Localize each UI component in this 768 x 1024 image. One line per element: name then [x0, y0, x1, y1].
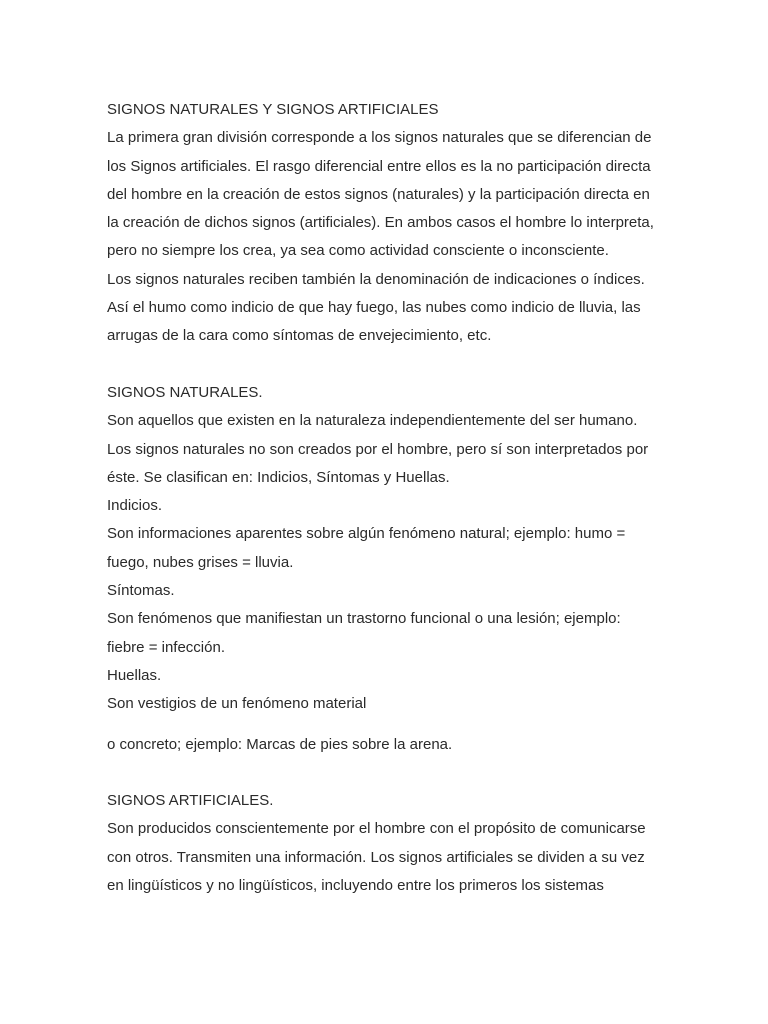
paragraph-line: Los signos naturales no son creados por el hombre, pero sí son interpretados por	[107, 440, 649, 458]
paragraph-line: Son informaciones aparentes sobre algún fenómeno natural; ejemplo: humo =	[107, 525, 626, 543]
paragraph-line: fuego, nubes grises = lluvia.	[107, 553, 294, 571]
paragraph-line: la creación de dichos signos (artificiales). En ambos casos el hombre lo interpreta,	[107, 214, 654, 232]
section-naturales-y-artificiales	[107, 96, 667, 351]
section-artificiales	[107, 787, 667, 900]
subheading-sintomas: Síntomas.	[107, 582, 175, 600]
paragraph-line: La primera gran división corresponde a los signos naturales que se diferencian de	[107, 129, 652, 147]
paragraph-line: del hombre en la creación de estos signos (naturales) y la participación directa en	[107, 185, 650, 203]
paragraph-line: Son aquellos que existen en la naturaleza independientemente del ser humano.	[107, 412, 638, 430]
section-spacer	[107, 351, 667, 379]
paragraph-line: pero no siempre los crea, ya sea como actividad consciente o inconsciente.	[107, 242, 609, 260]
paragraph-line: con otros. Transmiten una información. Los signos artificiales se dividen a su vez	[107, 848, 645, 866]
document-page	[107, 96, 667, 900]
paragraph-line: Son fenómenos que manifiestan un trastorno funcional o una lesión; ejemplo:	[107, 610, 621, 628]
section-heading: SIGNOS ARTIFICIALES.	[107, 792, 274, 810]
section-heading: SIGNOS NATURALES Y SIGNOS ARTIFICIALES	[107, 101, 439, 118]
section-heading: SIGNOS NATURALES.	[107, 383, 263, 401]
paragraph-line: Los signos naturales reciben también la denominación de indicaciones o índices.	[107, 270, 645, 288]
paragraph-line: los Signos artificiales. El rasgo diferencial entre ellos es la no participación directa	[107, 157, 651, 175]
section-spacer	[107, 759, 667, 787]
paragraph-line: éste. Se clasifican en: Indicios, Síntomas y Huellas.	[107, 468, 450, 486]
paragraph-line: o concreto; ejemplo: Marcas de pies sobre la arena.	[107, 735, 453, 753]
subheading-indicios: Indicios.	[107, 497, 163, 515]
subheading-huellas: Huellas.	[107, 666, 162, 684]
section-naturales	[107, 379, 667, 759]
paragraph-line: Son vestigios de un fenómeno material	[107, 695, 367, 713]
paragraph-line: Así el humo como indicio de que hay fuego, las nubes como indicio de lluvia, las	[107, 299, 641, 317]
paragraph-line: Son producidos conscientemente por el hombre con el propósito de comunicarse	[107, 820, 646, 838]
paragraph-line: en lingüísticos y no lingüísticos, incluyendo entre los primeros los sistemas	[107, 877, 604, 895]
paragraph-spacer	[107, 719, 667, 731]
paragraph-line: fiebre = infección.	[107, 638, 225, 656]
paragraph-line: arrugas de la cara como síntomas de envejecimiento, etc.	[107, 327, 492, 345]
